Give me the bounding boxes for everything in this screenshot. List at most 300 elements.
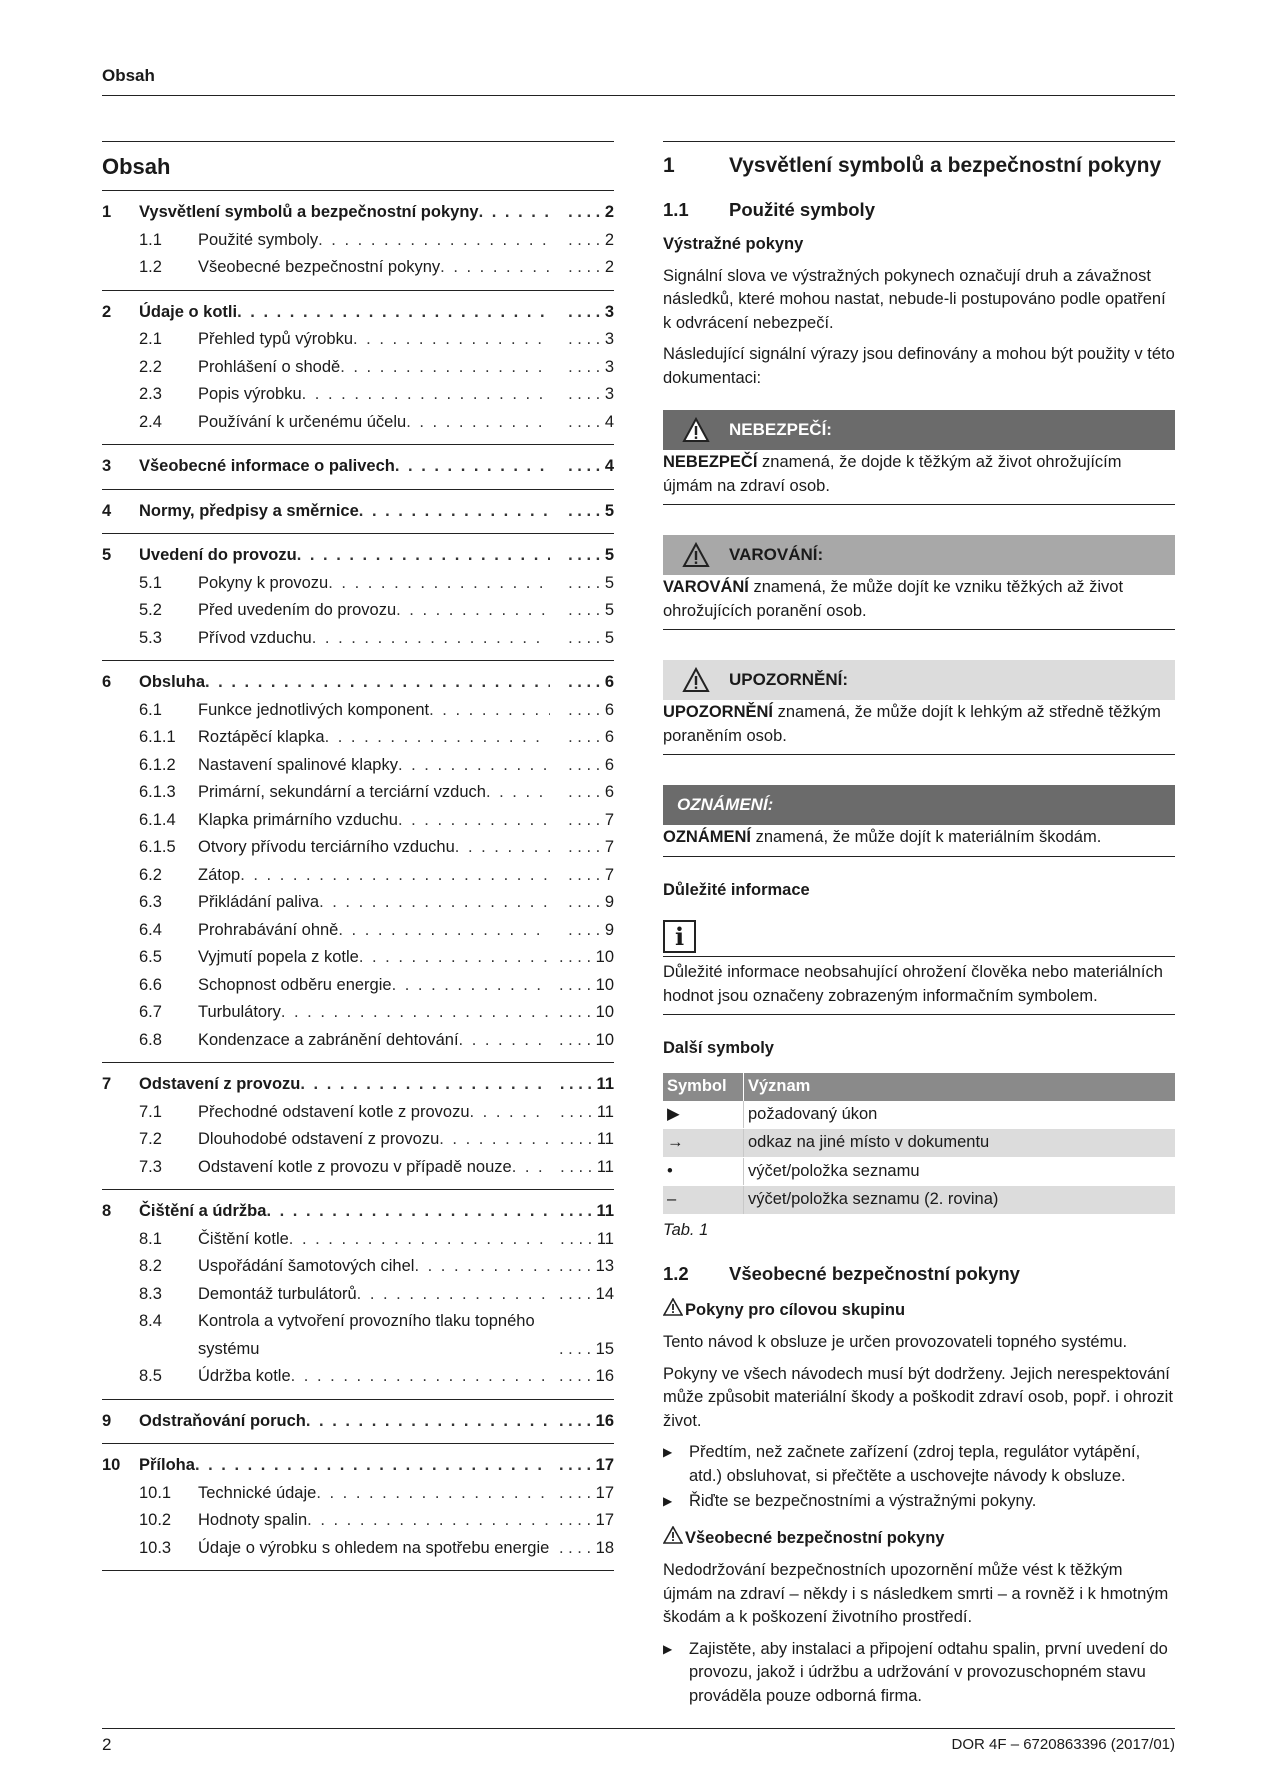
toc-label: Vysvětlení symbolů a bezpečnostní pokyny <box>139 203 479 221</box>
toc-page: 17 <box>595 1456 614 1474</box>
caution-word: UPOZORNĚNÍ <box>663 703 774 721</box>
toc-number: 2.2 <box>139 357 162 376</box>
toc-page: 5 <box>604 628 614 647</box>
subheading-other-symbols: Další symboly <box>663 1039 774 1057</box>
toc-label: Všeobecné informace o palivech <box>139 457 395 475</box>
notice-word: OZNÁMENÍ <box>663 828 751 846</box>
info-icon: i <box>663 920 696 953</box>
toc-label: Údaje o kotli <box>139 302 238 321</box>
toc-label: Normy, předpisy a směrnice <box>139 501 359 520</box>
toc-number: 4 <box>102 501 112 520</box>
toc-label: Kontrola a vytvoření provozního tlaku topného systému <box>198 1312 535 1358</box>
table-of-contents <box>102 141 614 1571</box>
toc-entry[interactable] <box>102 917 614 945</box>
toc-page: 5 <box>604 601 614 619</box>
toc-page: 6 <box>604 728 614 746</box>
symbol-cell: – <box>663 1186 744 1215</box>
toc-entry[interactable] <box>102 944 614 972</box>
toc-chapter-entry[interactable] <box>102 1198 614 1226</box>
toc-leader <box>325 724 550 752</box>
toc-leader <box>289 1226 550 1254</box>
toc-leader <box>396 597 550 625</box>
caution-bar <box>663 660 1175 700</box>
section-heading-1 <box>663 142 1175 178</box>
section-title: Použité symboly <box>729 198 875 220</box>
toc-number: 8.2 <box>139 1257 162 1275</box>
toc-page: 6 <box>604 673 614 691</box>
toc-leader <box>414 1253 550 1281</box>
footer-rule <box>102 1728 1175 1729</box>
toc-page: 10 <box>595 1030 614 1049</box>
toc-entry[interactable] <box>102 625 614 653</box>
toc-label: Použité symboly <box>198 230 319 249</box>
symbol-cell: → <box>663 1129 744 1158</box>
toc-label: Hodnoty spalin <box>198 1511 308 1529</box>
toc-leader <box>486 779 550 807</box>
toc-number: 2.3 <box>139 385 162 403</box>
notice-bar <box>663 785 1175 825</box>
meaning-cell: požadovaný úkon <box>744 1101 1176 1129</box>
toc-leader <box>440 254 550 282</box>
toc-leader <box>318 227 550 255</box>
toc-number: 10.1 <box>139 1483 172 1502</box>
toc-number: 5.2 <box>139 601 162 619</box>
step-item: ▶ Řiďte se bezpečnostními a výstražnými pokyny. <box>663 1490 1175 1514</box>
toc-page: 4 <box>604 412 614 431</box>
toc-number: 6.1.3 <box>139 783 176 801</box>
table-row <box>663 1186 1175 1215</box>
toc-leader <box>398 807 550 835</box>
toc-leader <box>195 1452 550 1480</box>
toc-entry[interactable] <box>102 1535 614 1563</box>
toc-leader <box>266 1198 550 1226</box>
toc-entry[interactable] <box>102 1281 614 1309</box>
toc-chapter-entry[interactable] <box>102 669 614 697</box>
toc-label: Popis výrobku <box>198 385 302 403</box>
toc-chapter-entry[interactable] <box>102 1408 614 1436</box>
toc-number: 6.6 <box>139 975 162 994</box>
toc-number: 5.3 <box>139 628 162 647</box>
toc-leader <box>338 917 550 945</box>
paragraph: Tento návod k obsluze je určen provozovateli topného systému. <box>663 1333 1128 1351</box>
toc-number: 1 <box>102 203 112 221</box>
toc-leader <box>316 1480 550 1508</box>
toc-page: 14 <box>595 1284 614 1303</box>
toc-entry[interactable] <box>102 1507 614 1535</box>
notice-desc: znamená, že může dojít k materiálním škodám. <box>751 828 1102 846</box>
toc-page: 11 <box>596 1102 614 1121</box>
toc-label: Obsluha <box>139 673 206 691</box>
toc-chapter <box>102 490 614 535</box>
toc-chapter <box>102 661 614 1063</box>
toc-entry[interactable] <box>102 354 614 382</box>
toc-page: 9 <box>604 893 614 911</box>
toc-number: 7.1 <box>139 1102 162 1121</box>
table-header: Význam <box>744 1073 1176 1101</box>
toc-page: 3 <box>604 330 614 348</box>
toc-label: Schopnost odběru energie <box>198 975 392 994</box>
toc-entry[interactable] <box>102 1226 614 1254</box>
toc-number: 1.1 <box>139 230 162 249</box>
toc-label: Odstraňování poruch <box>139 1411 306 1430</box>
danger-text <box>663 450 1175 505</box>
toc-page: 9 <box>604 920 614 939</box>
toc-entry[interactable] <box>102 834 614 862</box>
toc-number: 6.5 <box>139 948 162 966</box>
toc-entry[interactable] <box>102 779 614 807</box>
toc-title: Obsah <box>102 142 614 191</box>
toc-entry[interactable] <box>102 1253 614 1281</box>
toc-entry[interactable] <box>102 1099 614 1127</box>
toc-entry[interactable] <box>102 227 614 255</box>
toc-leader <box>406 409 550 437</box>
toc-leader <box>439 1126 550 1154</box>
toc-page: 18 <box>595 1538 614 1557</box>
info-text: Důležité informace neobsahující ohrožení člověka nebo materiálních hodnot jsou označeny zobrazeným informačním symbolem. <box>663 957 1175 1015</box>
toc-label: Uvedení do provozu <box>139 546 297 564</box>
toc-leader <box>395 453 550 481</box>
symbol-cell: • <box>663 1157 744 1186</box>
toc-page: 11 <box>596 1130 614 1148</box>
toc-list <box>102 191 614 1571</box>
warning-label: VAROVÁNÍ: <box>729 545 824 565</box>
toc-number: 2 <box>102 302 112 321</box>
notice-label: OZNÁMENÍ: <box>677 795 774 815</box>
toc-number: 8 <box>102 1202 112 1220</box>
subheading-general-safety <box>663 1526 1175 1552</box>
toc-label: Primární, sekundární a terciární vzduch <box>198 783 486 801</box>
toc-label: Turbulátory <box>198 1003 281 1021</box>
toc-number: 6.1.1 <box>139 728 176 746</box>
toc-chapter-entry[interactable] <box>102 299 614 327</box>
toc-number: 6.7 <box>139 1003 162 1021</box>
section-heading-1-2 <box>663 1262 1175 1286</box>
toc-label: Otvory přívodu terciárního vzduchu <box>198 838 455 856</box>
toc-label: Přikládání paliva <box>198 893 320 911</box>
toc-chapter <box>102 1400 614 1445</box>
section-title: Vysvětlení symbolů a bezpečnostní pokyny <box>729 154 1162 177</box>
toc-page: 17 <box>595 1483 614 1502</box>
toc-label: Nastavení spalinové klapky <box>198 755 398 774</box>
toc-number: 7 <box>102 1075 112 1093</box>
toc-number: 10.2 <box>139 1511 172 1529</box>
toc-leader <box>297 542 550 570</box>
toc-leader <box>240 862 550 890</box>
danger-label: NEBEZPEČÍ: <box>729 420 832 440</box>
toc-label: Technické údaje <box>198 1483 317 1502</box>
warning-triangle-icon <box>663 667 729 693</box>
table-row <box>663 1101 1175 1129</box>
toc-number: 6.1 <box>139 700 162 719</box>
toc-label: Přechodné odstavení kotle z provozu <box>198 1102 470 1121</box>
toc-number: 2.1 <box>139 330 162 348</box>
toc-label: Údaje o výrobku s ohledem na spotřebu energie <box>198 1538 550 1557</box>
toc-page: 10 <box>595 975 614 994</box>
toc-entry[interactable] <box>102 254 614 282</box>
subheading-warnings: Výstražné pokyny <box>663 235 804 253</box>
toc-label: Demontáž turbulátorů <box>198 1284 357 1303</box>
toc-label: Zátop <box>198 865 241 884</box>
toc-number: 6 <box>102 673 112 691</box>
toc-number: 6.3 <box>139 893 162 911</box>
toc-number: 5 <box>102 546 112 564</box>
toc-page: 16 <box>595 1411 614 1430</box>
toc-label: Odstavení z provozu <box>139 1075 301 1093</box>
page-header-title: Obsah <box>102 66 155 85</box>
toc-number: 2.4 <box>139 412 162 431</box>
toc-page: 15 <box>595 1339 614 1358</box>
toc-leader <box>307 1507 550 1535</box>
toc-entry[interactable] <box>102 724 614 752</box>
toc-leader <box>479 199 550 227</box>
toc-page: 7 <box>604 810 614 829</box>
toc-page: 5 <box>604 573 614 592</box>
caution-text <box>663 700 1175 755</box>
toc-page: 11 <box>596 1229 614 1248</box>
table-caption: Tab. 1 <box>663 1220 709 1239</box>
toc-leader <box>429 697 550 725</box>
paragraph: Nedodržování bezpečnostních upozornění může vést k těžkým újmám na zdraví – někdy i s následkem smrti – a rovněž i k hmotným škodám a k poškození životního prostředí. <box>663 1561 1169 1626</box>
toc-leader <box>392 972 550 1000</box>
toc-entry[interactable] <box>102 1154 614 1182</box>
toc-page: 3 <box>604 385 614 403</box>
header-rule <box>102 95 1175 96</box>
subheading-text: Pokyny pro cílovou skupinu <box>685 1300 906 1319</box>
toc-page: 6 <box>604 755 614 774</box>
toc-number: 6.4 <box>139 920 162 939</box>
toc-leader <box>237 299 550 327</box>
toc-page: 4 <box>604 457 614 475</box>
toc-entry[interactable] <box>102 1027 614 1055</box>
toc-leader <box>357 1281 550 1309</box>
toc-page: 13 <box>595 1257 614 1275</box>
toc-entry[interactable] <box>102 752 614 780</box>
danger-word: NEBEZPEČÍ <box>663 453 758 471</box>
toc-leader <box>340 354 550 382</box>
meaning-cell: odkaz na jiné místo v dokumentu <box>744 1129 1176 1158</box>
toc-label: Kondenzace a zabránění dehtování <box>198 1030 459 1049</box>
toc-page: 7 <box>604 838 614 856</box>
paragraph: Signální slova ve výstražných pokynech označují druh a závažnost následků, které mohou nastat, nebude-li postupováno podle opatření k odvrácení nebezpečí. <box>663 266 1166 332</box>
toc-leader <box>398 752 550 780</box>
toc-leader <box>319 889 550 917</box>
meaning-cell: výčet/položka seznamu (2. rovina) <box>744 1186 1176 1215</box>
section-title: Všeobecné bezpečnostní pokyny <box>729 1263 1020 1284</box>
toc-chapter <box>102 191 614 291</box>
toc-number: 6.1.5 <box>139 838 176 856</box>
toc-label: Vyjmutí popela z kotle <box>198 948 359 966</box>
toc-number: 10 <box>102 1456 121 1474</box>
subheading-target-group <box>663 1298 1175 1324</box>
toc-number: 7.3 <box>139 1157 162 1176</box>
caution-label: UPOZORNĚNÍ: <box>729 670 848 690</box>
toc-label: Uspořádání šamotových cihel <box>198 1257 415 1275</box>
toc-number: 8.5 <box>139 1367 162 1385</box>
toc-label: Dlouhodobé odstavení z provozu <box>198 1130 440 1148</box>
toc-page: 3 <box>604 302 614 321</box>
toc-page: 3 <box>604 357 614 376</box>
toc-number: 8.1 <box>139 1229 162 1248</box>
section-number: 1 <box>663 154 675 177</box>
toc-number: 7.2 <box>139 1130 162 1148</box>
toc-label: Údržba kotle <box>198 1367 291 1385</box>
toc-entry[interactable] <box>102 999 614 1027</box>
steps-list <box>663 1441 1175 1514</box>
toc-chapter-entry[interactable] <box>102 199 614 227</box>
toc-label: Před uvedením do provozu <box>198 601 397 619</box>
toc-page: 6 <box>604 783 614 801</box>
toc-leader <box>359 498 550 526</box>
toc-label: Prohrabávání ohně <box>198 920 339 939</box>
warning-triangle-icon <box>663 417 729 443</box>
step-item: ▶ Předtím, než začnete zařízení (zdroj tepla, regulátor vytápění, atd.) obsluhovat, si přečtěte a uschovejte návody k obsluze. <box>663 1441 1175 1488</box>
toc-number: 6.8 <box>139 1030 162 1049</box>
warning-triangle-icon <box>663 1298 683 1324</box>
toc-label: Příloha <box>139 1456 195 1474</box>
toc-leader <box>455 834 550 862</box>
step-item: ▶ Zajistěte, aby instalaci a připojení odtahu spalin, první uvedení do provozu, jakož i údržbu a udržování v provozuschopném stavu prováděla pouze odborná firma. <box>663 1638 1175 1709</box>
section-heading-1-1 <box>663 198 1175 222</box>
paragraph: Následující signální výrazy jsou definovány a mohou být použity v této dokumentaci: <box>663 345 1175 387</box>
toc-leader <box>328 570 550 598</box>
warning-bar <box>663 535 1175 575</box>
toc-leader <box>306 1408 550 1436</box>
toc-page: 11 <box>596 1075 614 1093</box>
toc-chapter <box>102 445 614 490</box>
paragraph: Pokyny ve všech návodech musí být dodrženy. Jejich nerespektování může způsobit materiální škody a poškodit zdraví osob, popř. i ohrozit život. <box>663 1364 1173 1430</box>
toc-page: 5 <box>604 501 614 520</box>
toc-chapter-entry[interactable] <box>102 498 614 526</box>
toc-entry[interactable] <box>102 862 614 890</box>
toc-leader <box>359 944 550 972</box>
notice-text <box>663 825 1175 857</box>
toc-entry[interactable] <box>102 597 614 625</box>
toc-number: 5.1 <box>139 573 162 592</box>
table-header: Symbol <box>663 1073 744 1101</box>
toc-label: Čištění a údržba <box>139 1202 267 1220</box>
warning-word: VAROVÁNÍ <box>663 578 749 596</box>
content-column <box>663 141 1175 1710</box>
toc-entry[interactable] <box>102 1308 614 1363</box>
toc-leader <box>353 326 550 354</box>
toc-page: 10 <box>595 1003 614 1021</box>
toc-chapter-entry[interactable] <box>102 453 614 481</box>
toc-number: 6.1.4 <box>139 810 176 829</box>
toc-leader <box>300 1071 550 1099</box>
toc-label: Klapka primárního vzduchu <box>198 810 398 829</box>
toc-page: 6 <box>604 700 614 719</box>
table-row <box>663 1129 1175 1158</box>
toc-entry[interactable] <box>102 1480 614 1508</box>
toc-label: Prohlášení o shodě <box>198 357 341 376</box>
toc-chapter-entry[interactable] <box>102 1071 614 1099</box>
document-id: DOR 4F – 6720863396 (2017/01) <box>951 1736 1175 1753</box>
toc-label: Přívod vzduchu <box>198 628 312 647</box>
toc-number: 10.3 <box>139 1538 172 1557</box>
section-number: 1.2 <box>663 1263 689 1284</box>
caution-desc: znamená, že může dojít k lehkým až středně těžkým poraněním osob. <box>663 703 1161 745</box>
danger-desc: znamená, že dojde k těžkým až život ohrožujícím újmám na zdraví osob. <box>663 453 1122 495</box>
toc-entry[interactable] <box>102 972 614 1000</box>
toc-chapter <box>102 1444 614 1571</box>
toc-page: 2 <box>604 258 614 276</box>
toc-number: 9 <box>102 1411 112 1430</box>
toc-number: 3 <box>102 457 112 475</box>
toc-entry[interactable] <box>102 409 614 437</box>
danger-bar <box>663 410 1175 450</box>
toc-leader <box>470 1099 550 1127</box>
table-row <box>663 1157 1175 1186</box>
symbols-table <box>663 1073 1175 1215</box>
page-number: 2 <box>102 1735 112 1754</box>
meaning-cell: výčet/položka seznamu <box>744 1157 1176 1186</box>
toc-label: Všeobecné bezpečnostní pokyny <box>198 258 441 276</box>
warning-triangle-icon <box>663 542 729 568</box>
warning-triangle-icon <box>663 1526 683 1552</box>
steps-list <box>663 1638 1175 1709</box>
toc-chapter-entry[interactable] <box>102 1452 614 1480</box>
toc-entry[interactable] <box>102 889 614 917</box>
toc-page: 17 <box>595 1511 614 1529</box>
toc-entry[interactable] <box>102 697 614 725</box>
subheading-info: Důležité informace <box>663 880 810 899</box>
toc-entry[interactable] <box>102 1126 614 1154</box>
toc-page: 11 <box>596 1157 614 1176</box>
toc-entry[interactable] <box>102 1363 614 1391</box>
toc-leader <box>312 625 550 653</box>
toc-label: Funkce jednotlivých komponent <box>198 700 430 719</box>
toc-number: 6.2 <box>139 865 162 884</box>
toc-leader <box>302 381 550 409</box>
info-symbol-row <box>663 918 1175 957</box>
toc-leader <box>281 999 550 1027</box>
section-number: 1.1 <box>663 198 689 220</box>
toc-entry[interactable] <box>102 381 614 409</box>
toc-entry[interactable] <box>102 807 614 835</box>
toc-chapter <box>102 1190 614 1400</box>
toc-leader <box>512 1154 550 1182</box>
warning-desc: znamená, že může dojít ke vzniku těžkých až život ohrožujících poranění osob. <box>663 578 1124 620</box>
toc-chapter-entry[interactable] <box>102 542 614 570</box>
toc-label: Pokyny k provozu <box>198 573 329 592</box>
toc-chapter <box>102 1063 614 1190</box>
toc-page: 7 <box>604 865 614 884</box>
toc-page: 2 <box>604 203 614 221</box>
toc-chapter <box>102 291 614 446</box>
toc-entry[interactable] <box>102 570 614 598</box>
toc-number: 6.1.2 <box>139 755 176 774</box>
subheading-text: Všeobecné bezpečnostní pokyny <box>685 1528 945 1547</box>
toc-entry[interactable] <box>102 326 614 354</box>
toc-label: Čištění kotle <box>198 1229 289 1248</box>
toc-number: 8.3 <box>139 1284 162 1303</box>
toc-label: Odstavení kotle z provozu v případě nouze <box>198 1157 512 1176</box>
toc-number: 1.2 <box>139 258 162 276</box>
warning-text <box>663 575 1175 630</box>
toc-label: Používání k určenému účelu <box>198 412 407 431</box>
toc-page: 11 <box>596 1202 614 1220</box>
toc-chapter <box>102 534 614 661</box>
toc-leader <box>205 669 550 697</box>
toc-label: Přehled typů výrobku <box>198 330 354 348</box>
toc-page: 5 <box>604 546 614 564</box>
toc-label: Roztápěcí klapka <box>198 728 325 746</box>
toc-page: 10 <box>595 948 614 966</box>
toc-leader <box>459 1027 550 1055</box>
toc-leader <box>291 1363 550 1391</box>
toc-page: 16 <box>595 1367 614 1385</box>
toc-number: 8.4 <box>139 1312 162 1330</box>
